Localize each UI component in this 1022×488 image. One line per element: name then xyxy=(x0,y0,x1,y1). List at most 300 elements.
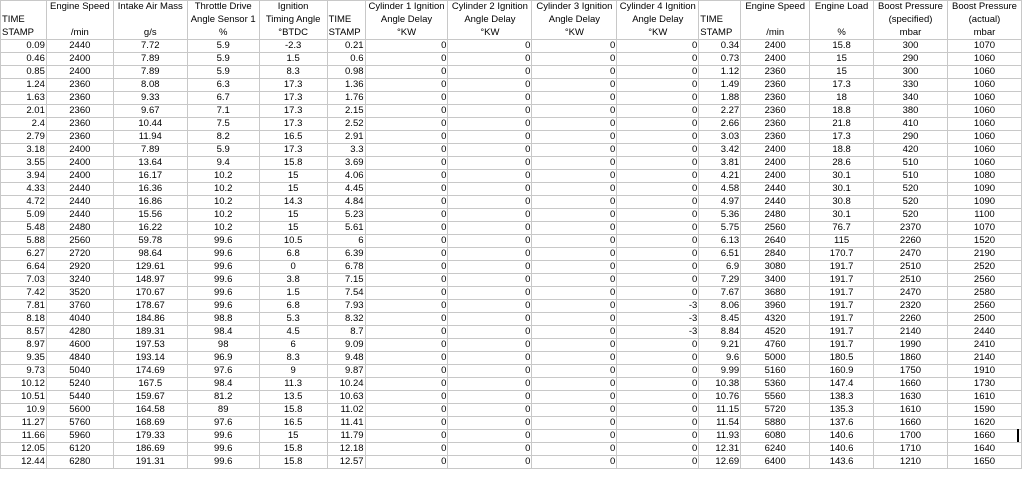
data-cell[interactable]: 5.9 xyxy=(187,53,259,66)
data-cell[interactable]: 30.1 xyxy=(810,170,874,183)
data-cell[interactable]: 2470 xyxy=(874,248,948,261)
data-cell[interactable]: 0 xyxy=(532,157,617,170)
header-cell[interactable]: °KW xyxy=(365,27,448,40)
data-cell[interactable]: 0 xyxy=(617,105,699,118)
data-cell[interactable]: 510 xyxy=(874,157,948,170)
data-cell[interactable]: 115 xyxy=(810,235,874,248)
data-cell[interactable]: 5.36 xyxy=(699,209,741,222)
data-cell[interactable]: 340 xyxy=(874,92,948,105)
data-cell[interactable]: 2360 xyxy=(46,79,113,92)
data-cell[interactable]: 4840 xyxy=(46,352,113,365)
data-cell[interactable]: 0 xyxy=(617,66,699,79)
data-cell[interactable]: 0 xyxy=(617,456,699,469)
data-cell[interactable]: 0 xyxy=(532,274,617,287)
header-cell[interactable]: mbar xyxy=(947,27,1021,40)
data-cell[interactable]: 15 xyxy=(259,430,327,443)
data-cell[interactable]: 98.64 xyxy=(113,248,187,261)
data-cell[interactable]: 15 xyxy=(810,66,874,79)
data-cell[interactable]: 10.2 xyxy=(187,222,259,235)
data-cell[interactable]: 1.24 xyxy=(1,79,47,92)
data-cell[interactable]: 6.9 xyxy=(699,261,741,274)
data-cell[interactable]: 0 xyxy=(448,105,532,118)
data-cell[interactable]: 0 xyxy=(448,391,532,404)
data-cell[interactable]: 16.22 xyxy=(113,222,187,235)
data-cell[interactable]: 4600 xyxy=(46,339,113,352)
header-cell[interactable] xyxy=(46,14,113,27)
data-cell[interactable]: 0 xyxy=(617,170,699,183)
data-cell[interactable]: 3960 xyxy=(741,300,810,313)
data-cell[interactable]: 15 xyxy=(259,209,327,222)
data-cell[interactable]: 2560 xyxy=(947,300,1021,313)
data-cell[interactable]: 0 xyxy=(448,66,532,79)
header-cell[interactable]: (actual) xyxy=(947,14,1021,27)
data-cell[interactable]: 0 xyxy=(532,209,617,222)
data-cell[interactable]: 0 xyxy=(532,92,617,105)
data-cell[interactable]: 0 xyxy=(448,404,532,417)
header-cell[interactable]: Angle Delay xyxy=(448,14,532,27)
data-cell[interactable]: 12.44 xyxy=(1,456,47,469)
data-cell[interactable]: 300 xyxy=(874,40,948,53)
data-cell[interactable]: 0 xyxy=(365,430,448,443)
data-cell[interactable]: 178.67 xyxy=(113,300,187,313)
header-cell[interactable] xyxy=(113,14,187,27)
data-cell[interactable]: 98.4 xyxy=(187,326,259,339)
data-cell[interactable]: 30.1 xyxy=(810,209,874,222)
data-cell[interactable]: 0 xyxy=(365,261,448,274)
data-cell[interactable]: 0 xyxy=(532,352,617,365)
data-cell[interactable]: 0 xyxy=(365,118,448,131)
data-cell[interactable]: 0 xyxy=(448,352,532,365)
data-cell[interactable]: 160.9 xyxy=(810,365,874,378)
data-cell[interactable]: 1.5 xyxy=(259,287,327,300)
data-cell[interactable]: 2360 xyxy=(46,118,113,131)
data-cell[interactable]: 15.8 xyxy=(259,456,327,469)
data-cell[interactable]: 0 xyxy=(365,144,448,157)
data-cell[interactable]: 8.32 xyxy=(327,313,365,326)
data-cell[interactable]: 0 xyxy=(365,339,448,352)
data-cell[interactable]: 10.76 xyxy=(699,391,741,404)
data-cell[interactable]: 12.18 xyxy=(327,443,365,456)
data-cell[interactable]: 2370 xyxy=(874,222,948,235)
data-cell[interactable]: 9.73 xyxy=(1,365,47,378)
data-cell[interactable]: 5160 xyxy=(741,365,810,378)
header-cell[interactable]: Timing Angle xyxy=(259,14,327,27)
data-cell[interactable]: 5.9 xyxy=(187,144,259,157)
data-cell[interactable]: 15 xyxy=(810,53,874,66)
data-cell[interactable]: 420 xyxy=(874,144,948,157)
header-cell[interactable]: Boost Pressure xyxy=(874,1,948,14)
data-cell[interactable]: 2560 xyxy=(46,235,113,248)
header-cell[interactable]: TIME xyxy=(1,14,47,27)
data-cell[interactable]: 4320 xyxy=(741,313,810,326)
data-cell[interactable]: 6400 xyxy=(741,456,810,469)
data-cell[interactable]: 1520 xyxy=(947,235,1021,248)
data-cell[interactable]: -3 xyxy=(617,326,699,339)
data-cell[interactable]: 191.7 xyxy=(810,326,874,339)
data-cell[interactable]: 167.5 xyxy=(113,378,187,391)
data-cell[interactable]: 197.53 xyxy=(113,339,187,352)
data-cell[interactable]: 2360 xyxy=(46,131,113,144)
data-cell[interactable]: 2400 xyxy=(741,40,810,53)
data-cell[interactable]: 147.4 xyxy=(810,378,874,391)
header-cell[interactable]: Cylinder 2 Ignition xyxy=(448,1,532,14)
data-cell[interactable]: 0 xyxy=(448,248,532,261)
data-cell[interactable]: 0 xyxy=(448,92,532,105)
data-cell[interactable]: 330 xyxy=(874,79,948,92)
data-cell[interactable]: 2400 xyxy=(46,170,113,183)
data-cell[interactable]: 3.55 xyxy=(1,157,47,170)
data-cell[interactable]: 4760 xyxy=(741,339,810,352)
data-cell[interactable]: 0 xyxy=(617,144,699,157)
data-cell[interactable]: 2400 xyxy=(46,53,113,66)
data-cell[interactable]: 1610 xyxy=(947,391,1021,404)
data-cell[interactable]: 0 xyxy=(448,170,532,183)
data-cell[interactable]: 1630 xyxy=(874,391,948,404)
header-cell[interactable]: °BTDC xyxy=(259,27,327,40)
data-cell[interactable]: 5560 xyxy=(741,391,810,404)
data-cell[interactable]: 99.6 xyxy=(187,443,259,456)
data-cell[interactable]: 0 xyxy=(365,40,448,53)
data-cell[interactable]: 0 xyxy=(365,131,448,144)
data-cell[interactable]: 0 xyxy=(617,339,699,352)
header-cell[interactable]: Cylinder 4 Ignition xyxy=(617,1,699,14)
data-cell[interactable]: 30.1 xyxy=(810,183,874,196)
data-cell[interactable]: 2140 xyxy=(947,352,1021,365)
data-cell[interactable]: 3080 xyxy=(741,261,810,274)
data-cell[interactable]: 0 xyxy=(617,274,699,287)
data-cell[interactable]: 8.2 xyxy=(187,131,259,144)
data-cell[interactable]: 6.39 xyxy=(327,248,365,261)
data-cell[interactable]: 1990 xyxy=(874,339,948,352)
data-cell[interactable]: 168.69 xyxy=(113,417,187,430)
data-cell[interactable]: 0 xyxy=(448,196,532,209)
data-cell[interactable]: 9 xyxy=(259,365,327,378)
data-cell[interactable]: 7.03 xyxy=(1,274,47,287)
data-cell[interactable]: 174.69 xyxy=(113,365,187,378)
data-cell[interactable]: 0 xyxy=(532,105,617,118)
data-cell[interactable]: 11.66 xyxy=(1,430,47,443)
data-cell[interactable]: 2.27 xyxy=(699,105,741,118)
data-cell[interactable]: 0 xyxy=(365,443,448,456)
header-cell[interactable]: (specified) xyxy=(874,14,948,27)
data-cell[interactable]: 0.09 xyxy=(1,40,47,53)
data-cell[interactable]: 11.02 xyxy=(327,404,365,417)
data-cell[interactable]: 10.63 xyxy=(327,391,365,404)
data-cell[interactable]: 0 xyxy=(448,40,532,53)
data-cell[interactable]: 6.27 xyxy=(1,248,47,261)
header-cell[interactable]: STAMP xyxy=(327,27,365,40)
data-cell[interactable]: 7.81 xyxy=(1,300,47,313)
data-cell[interactable]: 0 xyxy=(448,157,532,170)
data-cell[interactable]: 98.8 xyxy=(187,313,259,326)
data-cell[interactable]: 15.8 xyxy=(259,443,327,456)
data-cell[interactable]: 2.15 xyxy=(327,105,365,118)
data-cell[interactable]: 0 xyxy=(617,183,699,196)
data-cell[interactable]: 2360 xyxy=(46,92,113,105)
data-cell[interactable]: 0 xyxy=(365,456,448,469)
data-cell[interactable]: 2400 xyxy=(46,66,113,79)
data-cell[interactable]: 5.9 xyxy=(187,40,259,53)
data-cell[interactable]: 9.21 xyxy=(699,339,741,352)
data-cell[interactable]: 1750 xyxy=(874,365,948,378)
data-cell[interactable]: 3520 xyxy=(46,287,113,300)
data-cell[interactable]: 520 xyxy=(874,196,948,209)
data-cell[interactable]: 191.7 xyxy=(810,300,874,313)
data-cell[interactable]: 0 xyxy=(532,248,617,261)
data-cell[interactable]: 2400 xyxy=(741,170,810,183)
data-cell[interactable]: 10.44 xyxy=(113,118,187,131)
data-cell[interactable]: 4280 xyxy=(46,326,113,339)
data-cell[interactable]: 191.7 xyxy=(810,261,874,274)
data-cell[interactable]: 0 xyxy=(365,352,448,365)
data-cell[interactable]: 0 xyxy=(532,326,617,339)
data-cell[interactable]: 7.42 xyxy=(1,287,47,300)
data-cell[interactable]: 17.3 xyxy=(259,92,327,105)
data-cell[interactable]: 164.58 xyxy=(113,404,187,417)
header-cell[interactable]: Angle Sensor 1 xyxy=(187,14,259,27)
data-cell[interactable]: 0 xyxy=(259,261,327,274)
data-cell[interactable]: 2920 xyxy=(46,261,113,274)
data-cell[interactable]: 0 xyxy=(532,456,617,469)
data-cell[interactable]: 0 xyxy=(617,404,699,417)
header-cell[interactable]: % xyxy=(810,27,874,40)
data-cell[interactable]: 0 xyxy=(532,40,617,53)
data-cell[interactable]: 8.08 xyxy=(113,79,187,92)
data-cell[interactable]: 2360 xyxy=(741,131,810,144)
data-cell[interactable]: 0 xyxy=(365,209,448,222)
data-cell[interactable]: 3400 xyxy=(741,274,810,287)
data-cell[interactable]: 0 xyxy=(532,53,617,66)
data-cell[interactable]: 10.2 xyxy=(187,170,259,183)
data-cell[interactable]: 0 xyxy=(365,105,448,118)
data-cell[interactable]: 4.33 xyxy=(1,183,47,196)
data-cell[interactable]: 2510 xyxy=(874,274,948,287)
data-cell[interactable]: 189.31 xyxy=(113,326,187,339)
data-cell[interactable]: 17.3 xyxy=(259,79,327,92)
header-cell[interactable] xyxy=(810,14,874,27)
data-cell[interactable]: 7.72 xyxy=(113,40,187,53)
data-cell[interactable]: 1660 xyxy=(874,417,948,430)
data-cell[interactable]: 5.61 xyxy=(327,222,365,235)
data-cell[interactable]: 11.41 xyxy=(327,417,365,430)
data-cell[interactable]: 6080 xyxy=(741,430,810,443)
data-cell[interactable]: 18.8 xyxy=(810,105,874,118)
data-cell[interactable]: 10.2 xyxy=(187,209,259,222)
data-cell[interactable]: 2480 xyxy=(741,209,810,222)
header-cell[interactable]: °KW xyxy=(617,27,699,40)
header-cell[interactable]: Engine Speed xyxy=(741,1,810,14)
data-cell[interactable]: 6240 xyxy=(741,443,810,456)
data-cell[interactable]: 14.3 xyxy=(259,196,327,209)
data-cell[interactable]: 10.12 xyxy=(1,378,47,391)
header-cell[interactable]: Boost Pressure xyxy=(947,1,1021,14)
data-cell[interactable]: 15 xyxy=(259,170,327,183)
data-cell[interactable]: 4.21 xyxy=(699,170,741,183)
data-cell[interactable]: 137.6 xyxy=(810,417,874,430)
data-cell[interactable]: 15 xyxy=(259,183,327,196)
data-cell[interactable]: 7.29 xyxy=(699,274,741,287)
header-cell[interactable]: /min xyxy=(46,27,113,40)
data-cell[interactable]: 290 xyxy=(874,53,948,66)
data-cell[interactable]: 0 xyxy=(532,404,617,417)
data-cell[interactable]: 0.46 xyxy=(1,53,47,66)
data-cell[interactable]: 138.3 xyxy=(810,391,874,404)
data-cell[interactable]: 0 xyxy=(617,196,699,209)
data-cell[interactable]: 520 xyxy=(874,209,948,222)
data-cell[interactable]: 191.7 xyxy=(810,287,874,300)
data-cell[interactable]: 186.69 xyxy=(113,443,187,456)
data-cell[interactable]: 2400 xyxy=(46,157,113,170)
data-cell[interactable]: 1090 xyxy=(947,196,1021,209)
data-cell[interactable]: 6.13 xyxy=(699,235,741,248)
data-cell[interactable]: 148.97 xyxy=(113,274,187,287)
data-cell[interactable]: 1210 xyxy=(874,456,948,469)
data-cell[interactable]: 0 xyxy=(448,456,532,469)
data-cell[interactable]: 143.6 xyxy=(810,456,874,469)
data-cell[interactable]: 191.7 xyxy=(810,313,874,326)
data-cell[interactable]: 0 xyxy=(532,131,617,144)
data-cell[interactable]: 0 xyxy=(617,287,699,300)
data-cell[interactable]: 10.38 xyxy=(699,378,741,391)
data-cell[interactable]: 6 xyxy=(259,339,327,352)
data-cell[interactable]: 2520 xyxy=(947,261,1021,274)
data-cell[interactable]: 0 xyxy=(532,183,617,196)
data-cell[interactable]: 0 xyxy=(365,79,448,92)
header-cell[interactable] xyxy=(699,1,741,14)
data-cell[interactable]: 0 xyxy=(448,274,532,287)
data-cell[interactable]: 0 xyxy=(365,391,448,404)
data-cell[interactable]: 0 xyxy=(448,235,532,248)
data-cell[interactable]: 0 xyxy=(448,339,532,352)
data-cell[interactable]: 0 xyxy=(532,144,617,157)
data-cell[interactable]: 0 xyxy=(365,326,448,339)
data-cell[interactable]: 0 xyxy=(532,378,617,391)
data-cell[interactable]: 5.48 xyxy=(1,222,47,235)
data-cell[interactable]: 1090 xyxy=(947,183,1021,196)
data-cell[interactable]: 1060 xyxy=(947,157,1021,170)
data-cell[interactable]: 5440 xyxy=(46,391,113,404)
data-cell[interactable]: 17.3 xyxy=(259,105,327,118)
data-cell[interactable]: 193.14 xyxy=(113,352,187,365)
data-cell[interactable]: 8.57 xyxy=(1,326,47,339)
data-cell[interactable]: 1700 xyxy=(874,430,948,443)
data-cell[interactable]: 16.5 xyxy=(259,417,327,430)
data-cell[interactable]: 8.7 xyxy=(327,326,365,339)
data-cell[interactable]: 0 xyxy=(617,378,699,391)
data-cell[interactable]: 76.7 xyxy=(810,222,874,235)
data-cell[interactable]: -3 xyxy=(617,300,699,313)
data-cell[interactable]: 5760 xyxy=(46,417,113,430)
data-cell[interactable]: 0 xyxy=(448,144,532,157)
data-cell[interactable]: 17.3 xyxy=(259,118,327,131)
data-cell[interactable]: 11.93 xyxy=(699,430,741,443)
data-cell[interactable]: 6.64 xyxy=(1,261,47,274)
data-cell[interactable]: 0 xyxy=(448,430,532,443)
data-cell[interactable]: 3.8 xyxy=(259,274,327,287)
header-cell[interactable]: STAMP xyxy=(699,27,741,40)
data-cell[interactable]: 5.23 xyxy=(327,209,365,222)
data-cell[interactable]: 0 xyxy=(617,118,699,131)
data-cell[interactable]: 5240 xyxy=(46,378,113,391)
data-cell[interactable]: 1660 xyxy=(874,378,948,391)
data-cell[interactable]: 1620 xyxy=(947,417,1021,430)
data-cell[interactable]: 2500 xyxy=(947,313,1021,326)
data-cell[interactable]: 11.54 xyxy=(699,417,741,430)
data-cell[interactable]: 0 xyxy=(532,170,617,183)
header-cell[interactable]: °KW xyxy=(448,27,532,40)
header-cell[interactable]: Intake Air Mass xyxy=(113,1,187,14)
data-cell[interactable]: 3.94 xyxy=(1,170,47,183)
data-cell[interactable]: 12.31 xyxy=(699,443,741,456)
data-cell[interactable]: 10.2 xyxy=(187,196,259,209)
data-cell[interactable]: 2720 xyxy=(46,248,113,261)
data-cell[interactable]: 3240 xyxy=(46,274,113,287)
data-cell[interactable]: 0 xyxy=(532,196,617,209)
data-cell[interactable]: 135.3 xyxy=(810,404,874,417)
header-cell[interactable]: TIME xyxy=(699,14,741,27)
data-cell[interactable]: 0 xyxy=(448,417,532,430)
data-cell[interactable]: 0 xyxy=(617,248,699,261)
data-cell[interactable]: 99.6 xyxy=(187,456,259,469)
data-cell[interactable]: 1910 xyxy=(947,365,1021,378)
data-cell[interactable]: 0 xyxy=(617,53,699,66)
data-cell[interactable]: 6.78 xyxy=(327,261,365,274)
data-cell[interactable]: 2.91 xyxy=(327,131,365,144)
data-cell[interactable]: 9.4 xyxy=(187,157,259,170)
header-cell[interactable]: /min xyxy=(741,27,810,40)
data-cell[interactable]: 159.67 xyxy=(113,391,187,404)
data-cell[interactable]: 0 xyxy=(532,287,617,300)
data-cell[interactable]: 30.8 xyxy=(810,196,874,209)
data-cell[interactable]: 300 xyxy=(874,66,948,79)
data-cell[interactable]: 6 xyxy=(327,235,365,248)
data-cell[interactable]: 7.89 xyxy=(113,144,187,157)
data-cell[interactable]: 9.35 xyxy=(1,352,47,365)
data-cell[interactable]: 2480 xyxy=(46,222,113,235)
data-cell[interactable]: 8.45 xyxy=(699,313,741,326)
data-cell[interactable]: 1.49 xyxy=(699,79,741,92)
data-cell[interactable]: 2.4 xyxy=(1,118,47,131)
header-cell[interactable]: °KW xyxy=(532,27,617,40)
data-cell[interactable]: 0 xyxy=(617,222,699,235)
header-cell[interactable]: g/s xyxy=(113,27,187,40)
data-cell[interactable]: 0 xyxy=(617,391,699,404)
data-cell[interactable]: 0 xyxy=(448,209,532,222)
data-cell[interactable]: 0 xyxy=(532,417,617,430)
data-cell[interactable]: 0 xyxy=(617,443,699,456)
header-cell[interactable]: TIME xyxy=(327,14,365,27)
data-cell[interactable]: 99.6 xyxy=(187,235,259,248)
data-cell[interactable]: 0 xyxy=(617,417,699,430)
data-cell[interactable]: 21.8 xyxy=(810,118,874,131)
data-cell[interactable]: 7.93 xyxy=(327,300,365,313)
data-cell[interactable]: 9.09 xyxy=(327,339,365,352)
data-cell[interactable]: 4.58 xyxy=(699,183,741,196)
data-cell[interactable]: 96.9 xyxy=(187,352,259,365)
data-cell[interactable]: 11.3 xyxy=(259,378,327,391)
data-cell[interactable]: 0 xyxy=(365,287,448,300)
data-cell[interactable]: 10.5 xyxy=(259,235,327,248)
data-cell[interactable]: 0 xyxy=(532,261,617,274)
data-cell[interactable]: 28.6 xyxy=(810,157,874,170)
data-cell[interactable]: 290 xyxy=(874,131,948,144)
data-cell[interactable]: 8.97 xyxy=(1,339,47,352)
data-cell[interactable]: 0 xyxy=(365,222,448,235)
data-cell[interactable]: 3.03 xyxy=(699,131,741,144)
data-cell[interactable]: 1.88 xyxy=(699,92,741,105)
data-cell[interactable]: 0 xyxy=(448,118,532,131)
data-cell[interactable]: 0 xyxy=(365,274,448,287)
